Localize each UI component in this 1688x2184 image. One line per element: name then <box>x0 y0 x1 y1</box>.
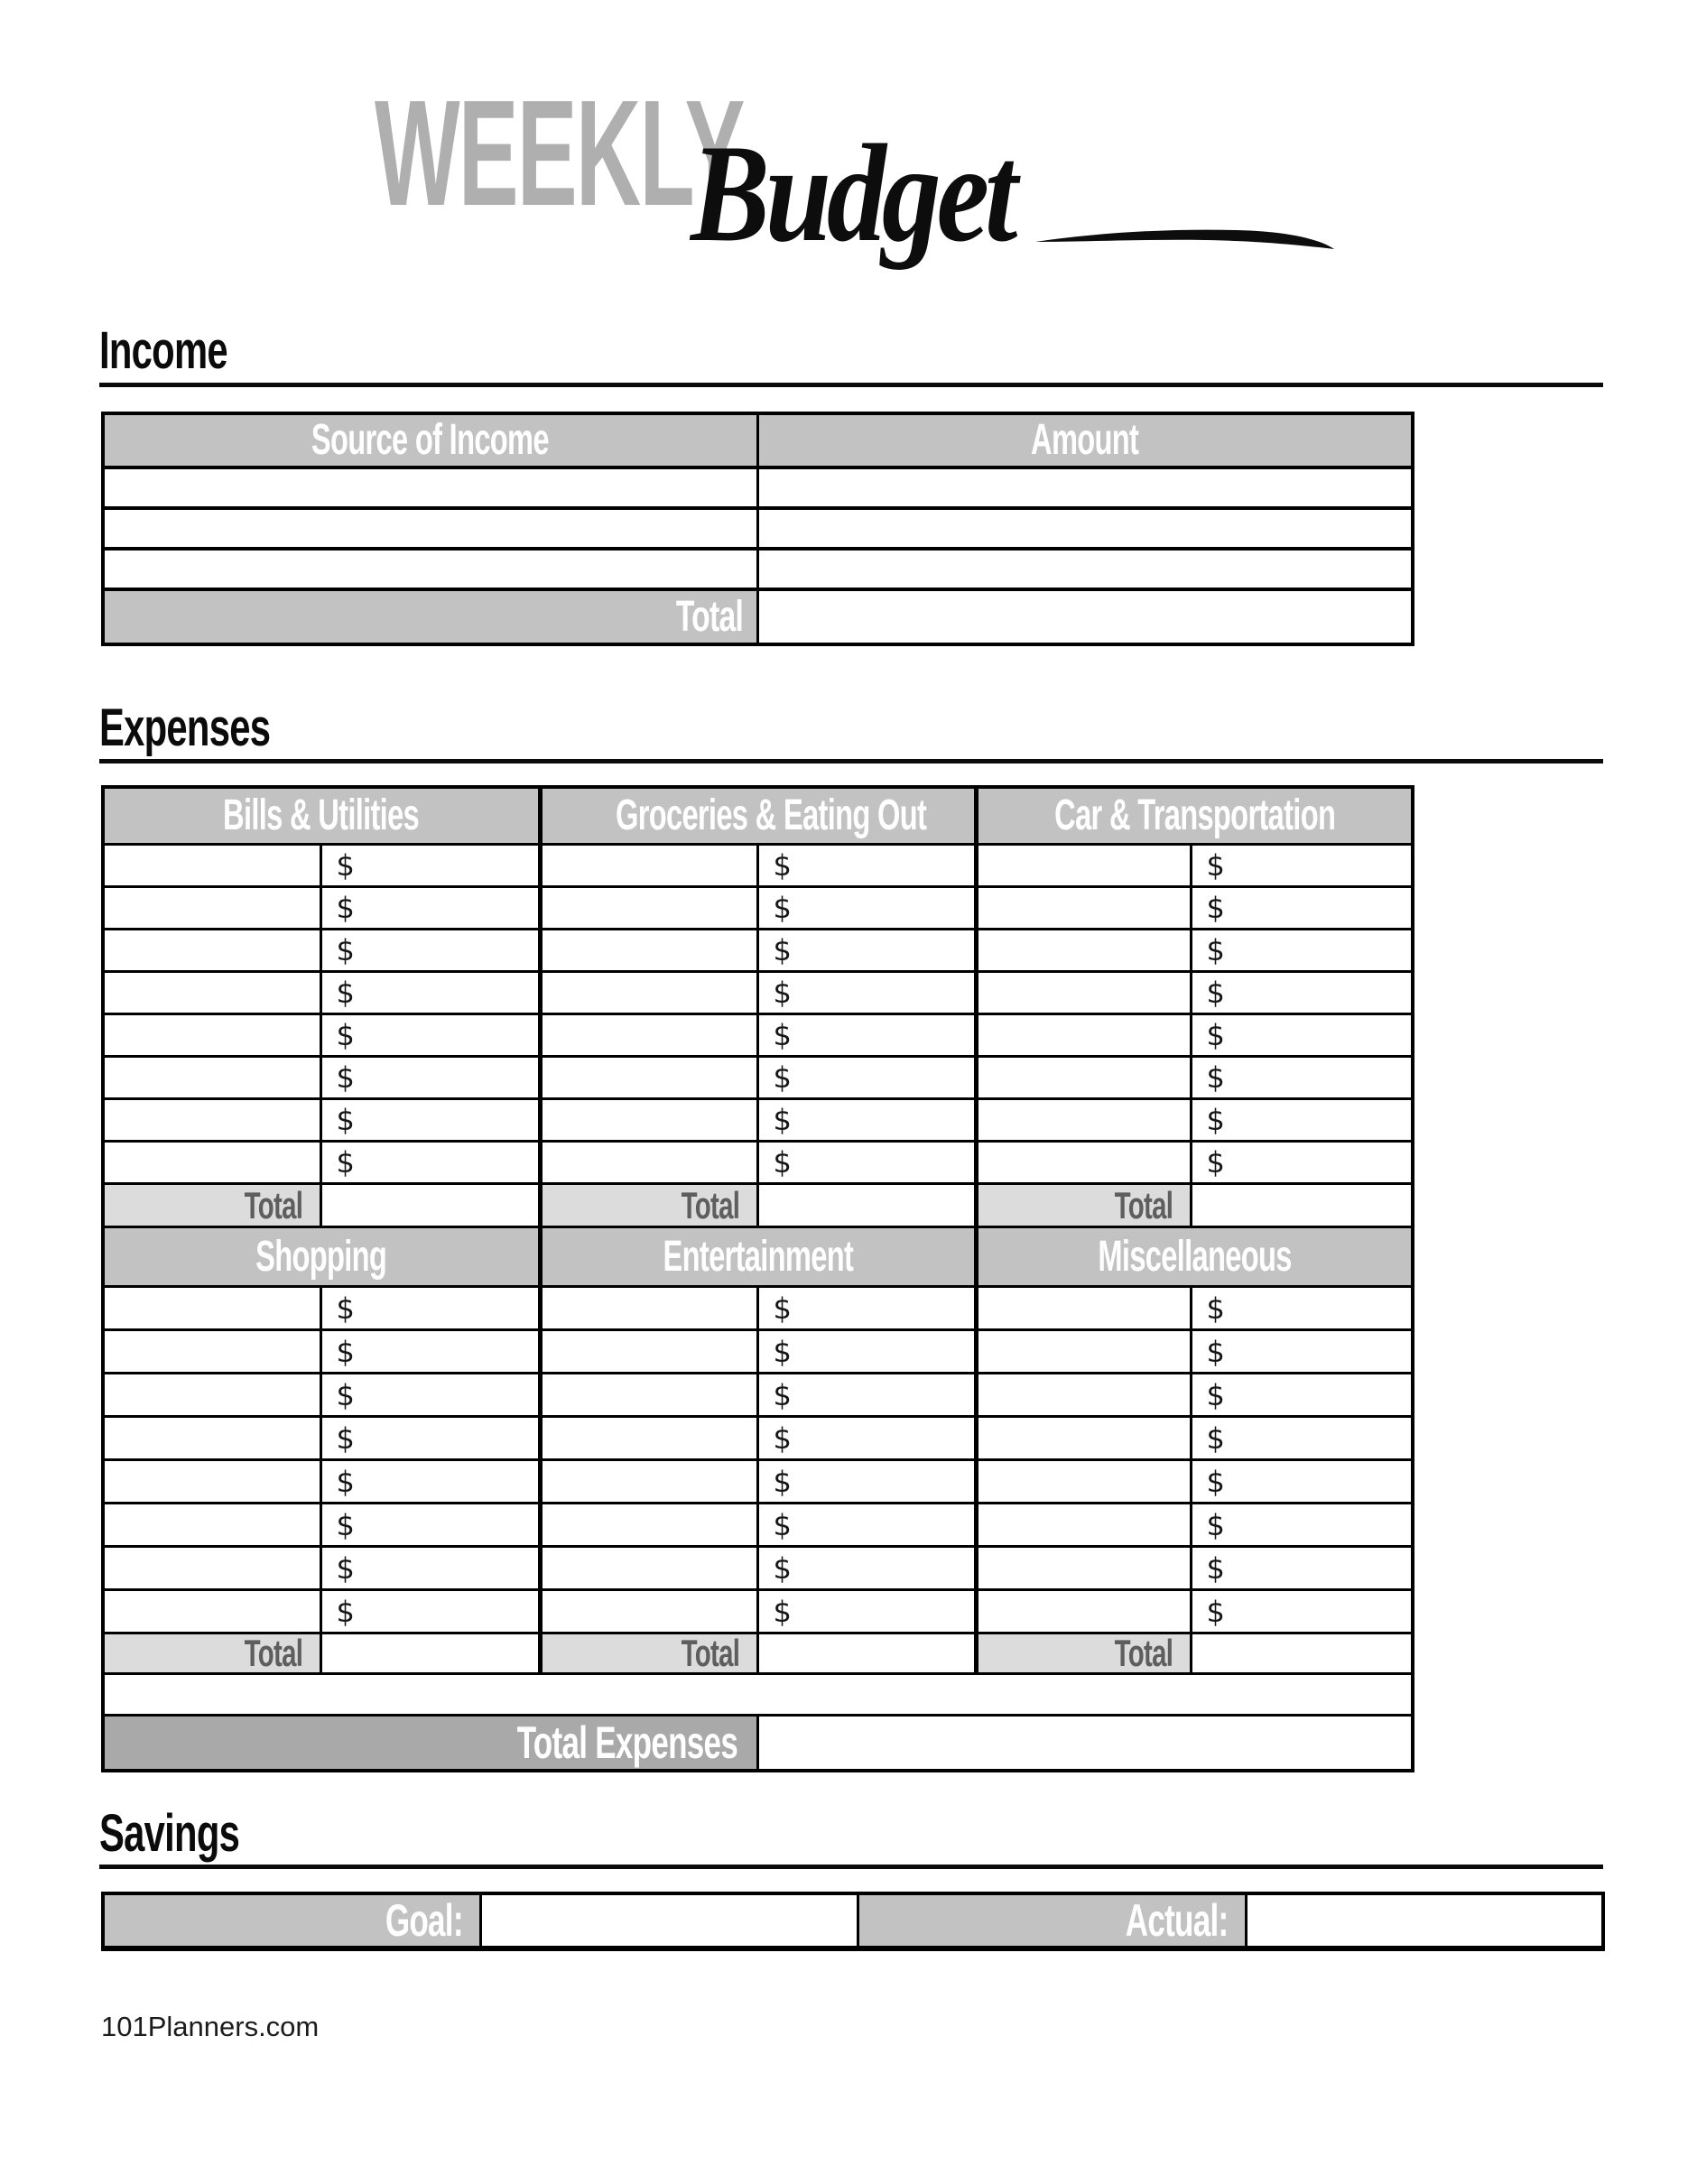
expense-amount-cell[interactable] <box>320 1547 540 1590</box>
expense-item-cell[interactable] <box>103 1547 320 1590</box>
currency-symbol: $ <box>773 933 792 967</box>
expense-row <box>103 972 1413 1014</box>
subtotal-label-cell: Total <box>540 1184 757 1227</box>
expense-item-cell[interactable] <box>103 1417 320 1460</box>
expense-item-cell[interactable] <box>976 1287 1191 1330</box>
expense-row <box>103 1504 1413 1547</box>
currency-symbol: $ <box>1206 933 1225 967</box>
income-source-cell[interactable] <box>103 549 757 589</box>
income-source-cell[interactable] <box>103 508 757 549</box>
subtotal-value-cell[interactable] <box>1191 1633 1413 1674</box>
expense-item-cell[interactable] <box>103 1460 320 1504</box>
expense-item-cell[interactable] <box>976 1142 1191 1184</box>
currency-symbol: $ <box>336 1060 355 1095</box>
expense-amount-cell[interactable] <box>1191 1287 1413 1330</box>
expense-subtotal-row-1 <box>103 1184 1413 1227</box>
expense-amount-cell[interactable] <box>1191 930 1413 972</box>
expense-row <box>103 887 1413 930</box>
expense-row <box>103 1460 1413 1504</box>
expense-item-cell[interactable] <box>103 1099 320 1142</box>
currency-symbol: $ <box>773 1550 792 1586</box>
savings-goal-value-cell[interactable] <box>480 1893 858 1948</box>
currency-symbol: $ <box>336 1421 355 1456</box>
expense-amount-cell[interactable] <box>1191 1374 1413 1417</box>
expense-amount-cell[interactable] <box>1191 1330 1413 1374</box>
expense-row <box>103 1142 1413 1184</box>
total-expenses-value-cell[interactable] <box>757 1716 1413 1772</box>
expense-amount-cell[interactable] <box>757 1504 976 1547</box>
expense-item-cell[interactable] <box>103 887 320 930</box>
expense-item-cell[interactable] <box>976 972 1191 1014</box>
savings-goal-label-cell: Goal: <box>103 1893 480 1948</box>
currency-symbol: $ <box>336 1507 355 1542</box>
expense-item-cell[interactable] <box>540 930 757 972</box>
expense-item-cell[interactable] <box>540 1417 757 1460</box>
currency-symbol: $ <box>773 1018 792 1052</box>
subtotal-label-cell: Total <box>540 1633 757 1674</box>
savings-table <box>101 1892 1605 1951</box>
expense-amount-cell[interactable] <box>757 1287 976 1330</box>
currency-symbol: $ <box>336 1103 355 1137</box>
income-amount-cell[interactable] <box>757 549 1413 589</box>
expense-row <box>103 1330 1413 1374</box>
expense-amount-cell[interactable] <box>320 1417 540 1460</box>
currency-symbol: $ <box>773 848 792 883</box>
subtotal-value-cell[interactable] <box>320 1633 540 1674</box>
expense-item-cell[interactable] <box>540 1057 757 1099</box>
income-header-source: Source of Income <box>103 413 757 467</box>
expense-amount-cell[interactable] <box>757 1014 976 1057</box>
currency-symbol: $ <box>336 1334 355 1369</box>
currency-symbol: $ <box>773 1060 792 1095</box>
currency-symbol: $ <box>336 1291 355 1326</box>
expense-amount-cell[interactable] <box>320 1330 540 1374</box>
income-source-cell[interactable] <box>103 467 757 508</box>
currency-symbol: $ <box>1206 1421 1225 1456</box>
expense-amount-cell[interactable] <box>757 887 976 930</box>
expense-amount-cell[interactable] <box>757 1099 976 1142</box>
expense-amount-cell[interactable] <box>757 1417 976 1460</box>
expense-amount-cell[interactable] <box>757 1547 976 1590</box>
currency-symbol: $ <box>336 1018 355 1052</box>
expense-amount-cell[interactable] <box>320 1014 540 1057</box>
expense-subtotal-row-2 <box>103 1633 1413 1674</box>
currency-symbol: $ <box>773 1464 792 1499</box>
expense-amount-cell[interactable] <box>320 1504 540 1547</box>
currency-symbol: $ <box>1206 1550 1225 1586</box>
spacer-row <box>103 1674 1413 1716</box>
expense-amount-cell[interactable] <box>1191 1142 1413 1184</box>
currency-symbol: $ <box>1206 891 1225 925</box>
category-groceries-eating-out: Groceries & Eating Out <box>540 787 976 845</box>
currency-symbol: $ <box>773 1594 792 1629</box>
currency-symbol: $ <box>773 1377 792 1412</box>
income-row <box>103 508 1413 549</box>
expense-amount-cell[interactable] <box>320 1057 540 1099</box>
currency-symbol: $ <box>1206 976 1225 1010</box>
expense-amount-cell[interactable] <box>757 845 976 887</box>
savings-heading-text: Savings <box>99 1804 240 1863</box>
currency-symbol: $ <box>336 1594 355 1629</box>
currency-symbol: $ <box>773 1421 792 1456</box>
category-car-transportation: Car & Transportation <box>976 787 1413 845</box>
income-amount-cell[interactable] <box>757 467 1413 508</box>
total-expenses-row <box>103 1716 1413 1772</box>
income-amount-cell[interactable] <box>757 508 1413 549</box>
expense-amount-cell[interactable] <box>1191 1417 1413 1460</box>
expense-item-cell[interactable] <box>103 1590 320 1633</box>
expense-item-cell[interactable] <box>976 887 1191 930</box>
expense-item-cell[interactable] <box>103 1330 320 1374</box>
subtotal-label-cell: Total <box>976 1633 1191 1674</box>
expense-item-cell[interactable] <box>103 1057 320 1099</box>
currency-symbol: $ <box>773 1103 792 1137</box>
expense-item-cell[interactable] <box>540 1330 757 1374</box>
expense-amount-cell[interactable] <box>320 1142 540 1184</box>
expense-item-cell[interactable] <box>103 845 320 887</box>
expense-item-cell[interactable] <box>540 1590 757 1633</box>
savings-heading-rule <box>99 1865 1603 1869</box>
income-row <box>103 467 1413 508</box>
income-header-row <box>103 413 1413 467</box>
expense-row <box>103 1287 1413 1330</box>
expense-amount-cell[interactable] <box>757 1142 976 1184</box>
income-heading-text: Income <box>99 321 227 380</box>
income-heading <box>99 321 277 380</box>
currency-symbol: $ <box>1206 1594 1225 1629</box>
title-budget: Budget <box>691 116 1014 271</box>
currency-symbol: $ <box>773 1291 792 1326</box>
savings-actual-value-cell[interactable] <box>1246 1893 1603 1948</box>
expenses-table <box>101 785 1414 1772</box>
expense-amount-cell[interactable] <box>320 1460 540 1504</box>
currency-symbol: $ <box>336 933 355 967</box>
currency-symbol: $ <box>1206 1291 1225 1326</box>
title-underline-flourish <box>1034 222 1336 262</box>
subtotal-value-cell[interactable] <box>757 1633 976 1674</box>
income-total-label-cell: Total <box>103 589 757 644</box>
expense-item-cell[interactable] <box>976 1099 1191 1142</box>
expense-item-cell[interactable] <box>103 972 320 1014</box>
expenses-heading <box>99 699 337 757</box>
expense-amount-cell[interactable] <box>320 972 540 1014</box>
income-row <box>103 549 1413 589</box>
currency-symbol: $ <box>773 1145 792 1180</box>
expense-row <box>103 1099 1413 1142</box>
expense-amount-cell[interactable] <box>757 1330 976 1374</box>
savings-row <box>103 1893 1603 1948</box>
subtotal-label-cell: Total <box>103 1184 320 1227</box>
expense-item-cell[interactable] <box>540 1099 757 1142</box>
expense-amount-cell[interactable] <box>757 930 976 972</box>
currency-symbol: $ <box>1206 1464 1225 1499</box>
category-miscellaneous: Miscellaneous <box>976 1227 1413 1287</box>
expense-item-cell[interactable] <box>540 1504 757 1547</box>
expense-item-cell[interactable] <box>976 1590 1191 1633</box>
expense-amount-cell[interactable] <box>757 972 976 1014</box>
currency-symbol: $ <box>336 1145 355 1180</box>
expense-row <box>103 1014 1413 1057</box>
expense-item-cell[interactable] <box>103 930 320 972</box>
expense-row <box>103 930 1413 972</box>
expenses-heading-rule <box>99 759 1603 763</box>
spacer-cell <box>103 1674 1413 1716</box>
expense-amount-cell[interactable] <box>1191 1590 1413 1633</box>
currency-symbol: $ <box>336 1464 355 1499</box>
currency-symbol: $ <box>336 1377 355 1412</box>
expense-amount-cell[interactable] <box>320 887 540 930</box>
expense-amount-cell[interactable] <box>320 1590 540 1633</box>
subtotal-label-cell: Total <box>976 1184 1191 1227</box>
category-shopping: Shopping <box>103 1227 540 1287</box>
expense-item-cell[interactable] <box>540 1014 757 1057</box>
expense-row <box>103 845 1413 887</box>
expense-amount-cell[interactable] <box>757 1590 976 1633</box>
expense-amount-cell[interactable] <box>1191 1547 1413 1590</box>
subtotal-value-cell[interactable] <box>1191 1184 1413 1227</box>
expense-item-cell[interactable] <box>976 930 1191 972</box>
income-total-value-cell[interactable] <box>757 589 1413 644</box>
expense-amount-cell[interactable] <box>757 1460 976 1504</box>
expense-amount-cell[interactable] <box>1191 1099 1413 1142</box>
expense-item-cell[interactable] <box>540 845 757 887</box>
title-weekly: WEEKLY <box>375 69 744 237</box>
category-bills-utilities: Bills & Utilities <box>103 787 540 845</box>
expenses-heading-text: Expenses <box>99 699 271 757</box>
currency-symbol: $ <box>1206 1060 1225 1095</box>
expense-amount-cell[interactable] <box>1191 887 1413 930</box>
currency-symbol: $ <box>1206 1507 1225 1542</box>
currency-symbol: $ <box>336 848 355 883</box>
currency-symbol: $ <box>773 1507 792 1542</box>
subtotal-value-cell[interactable] <box>320 1184 540 1227</box>
income-total-row <box>103 589 1413 644</box>
income-header-amount: Amount <box>757 413 1413 467</box>
expense-amount-cell[interactable] <box>1191 1460 1413 1504</box>
expense-item-cell[interactable] <box>540 972 757 1014</box>
expense-item-cell[interactable] <box>540 1460 757 1504</box>
currency-symbol: $ <box>1206 1103 1225 1137</box>
currency-symbol: $ <box>336 1550 355 1586</box>
currency-symbol: $ <box>773 1334 792 1369</box>
expense-item-cell[interactable] <box>976 1374 1191 1417</box>
currency-symbol: $ <box>1206 1018 1225 1052</box>
expense-item-cell[interactable] <box>976 1014 1191 1057</box>
currency-symbol: $ <box>336 891 355 925</box>
category-entertainment: Entertainment <box>540 1227 976 1287</box>
expense-amount-cell[interactable] <box>757 1374 976 1417</box>
currency-symbol: $ <box>773 976 792 1010</box>
expense-amount-cell[interactable] <box>1191 1504 1413 1547</box>
expense-row <box>103 1057 1413 1099</box>
income-heading-rule <box>99 383 1603 387</box>
expense-item-cell[interactable] <box>103 1504 320 1547</box>
expense-item-cell[interactable] <box>540 1287 757 1330</box>
expense-item-cell[interactable] <box>976 1417 1191 1460</box>
expense-amount-cell[interactable] <box>320 930 540 972</box>
subtotal-value-cell[interactable] <box>757 1184 976 1227</box>
footer-website: 101Planners.com <box>101 2011 320 2042</box>
currency-symbol: $ <box>1206 1334 1225 1369</box>
expense-item-cell[interactable] <box>976 845 1191 887</box>
currency-symbol: $ <box>1206 1377 1225 1412</box>
expense-item-cell[interactable] <box>976 1547 1191 1590</box>
expense-item-cell[interactable] <box>103 1142 320 1184</box>
expense-item-cell[interactable] <box>976 1057 1191 1099</box>
expense-item-cell[interactable] <box>103 1287 320 1330</box>
expense-amount-cell[interactable] <box>757 1057 976 1099</box>
currency-symbol: $ <box>773 891 792 925</box>
expense-item-cell[interactable] <box>540 887 757 930</box>
expense-category-header-row-1 <box>103 787 1413 845</box>
expense-item-cell[interactable] <box>540 1374 757 1417</box>
savings-heading <box>99 1804 293 1863</box>
expense-row <box>103 1417 1413 1460</box>
expense-amount-cell[interactable] <box>1191 972 1413 1014</box>
expense-row <box>103 1590 1413 1633</box>
savings-actual-label-cell: Actual: <box>858 1893 1246 1948</box>
currency-symbol: $ <box>336 976 355 1010</box>
expense-item-cell[interactable] <box>976 1504 1191 1547</box>
expense-amount-cell[interactable] <box>1191 1057 1413 1099</box>
expense-row <box>103 1547 1413 1590</box>
expense-item-cell[interactable] <box>540 1142 757 1184</box>
total-expenses-label-cell: Total Expenses <box>103 1716 757 1772</box>
subtotal-label-cell: Total <box>103 1633 320 1674</box>
expense-item-cell[interactable] <box>976 1460 1191 1504</box>
expense-amount-cell[interactable] <box>320 1287 540 1330</box>
currency-symbol: $ <box>1206 848 1225 883</box>
expense-amount-cell[interactable] <box>320 845 540 887</box>
expense-row <box>103 1374 1413 1417</box>
expense-item-cell[interactable] <box>103 1014 320 1057</box>
expense-amount-cell[interactable] <box>1191 845 1413 887</box>
expense-item-cell[interactable] <box>103 1374 320 1417</box>
expense-category-header-row-2 <box>103 1227 1413 1287</box>
currency-symbol: $ <box>1206 1145 1225 1180</box>
expense-item-cell[interactable] <box>540 1547 757 1590</box>
income-table <box>101 412 1414 646</box>
expense-amount-cell[interactable] <box>320 1099 540 1142</box>
expense-amount-cell[interactable] <box>1191 1014 1413 1057</box>
expense-amount-cell[interactable] <box>320 1374 540 1417</box>
expense-item-cell[interactable] <box>976 1330 1191 1374</box>
